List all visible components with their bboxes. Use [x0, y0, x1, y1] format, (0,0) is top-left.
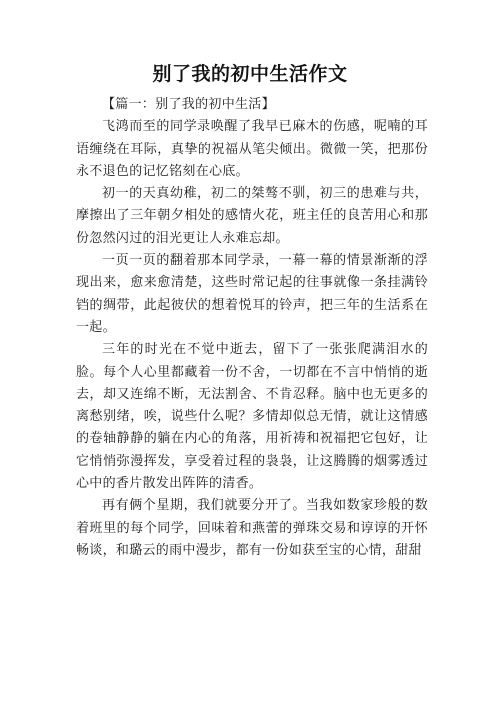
paragraph-5: 再有俩个星期，我们就要分开了。当我如数家珍般的数着班里的每个同学，回味着和燕蕾的弹珠交易和谆谆的开怀畅谈，和璐云的雨中漫步，都有一份如获至宝的心情，甜甜 — [76, 498, 428, 558]
paragraph-2: 初一的天真幼稚，初二的桀骜不驯，初三的患难与共，摩擦出了三年朝夕相处的感情火花，班主任的良苦用心和那份忽然闪过的泪光更让人永难忘却。 — [76, 186, 428, 246]
paragraph-3: 一页一页的翻着那本同学录，一幕一幕的情景渐渐的浮现出来，愈来愈清楚，这些时常记起的往事就像一条挂满铃铛的绸带，此起彼伏的想着悦耳的铃声，把三年的生活系在一起。 — [76, 253, 428, 335]
paragraph-4: 三年的时光在不觉中逝去，留下了一张张爬满泪水的脸。每个人心里都藏着一份不舍，一切都在不言中悄悄的逝去，却又连绵不断，无法割舍、不肯忍释。脑中也无更多的离愁别绪，唉，说些什么呢？多情却似总无情，就让这情感的卷轴静静的躺在内心的角落，用祈祷和祝福把它包好，让它悄悄弥漫挥发，享受着过程的袅袅，让这腾腾的烟雾透过心中的香片散发出阵阵的清香。 — [76, 342, 428, 492]
paragraph-1: 飞鸿而至的同学录唤醒了我早已麻木的伤感，呢喃的耳语缠绕在耳际，真挚的祝福从笔尖倾出。微微一笑，把那份永不退色的记忆铭刻在心底。 — [76, 119, 428, 179]
section-heading: 【篇一：别了我的初中生活】 — [102, 97, 275, 112]
document-title: 别了我的初中生活作文 — [152, 63, 348, 85]
document-body — [76, 94, 428, 562]
